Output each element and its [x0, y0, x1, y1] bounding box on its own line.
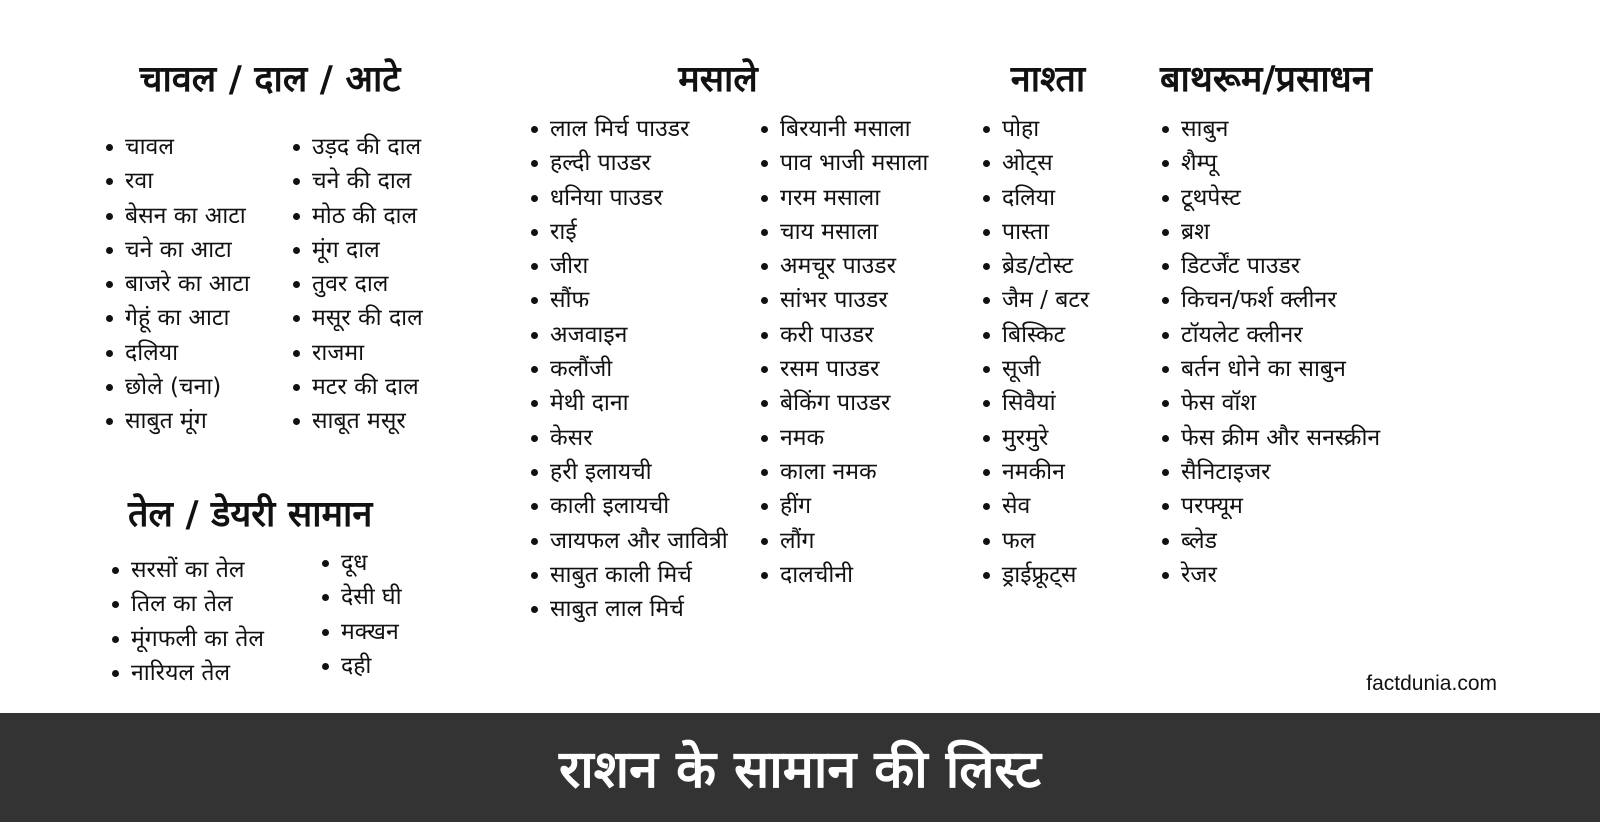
bullet-icon: [112, 601, 119, 608]
list-item-label: नमक: [780, 424, 825, 451]
bullet-icon: [1162, 400, 1169, 407]
list-item-label: मूंग दाल: [312, 236, 380, 263]
heading-bathroom: बाथरूम/प्रसाधन: [1160, 59, 1372, 100]
bullet-icon: [983, 469, 990, 476]
list-item-label: गरम मसाला: [780, 184, 881, 211]
list-item-label: चावल: [125, 134, 174, 160]
list-item-label: चने का आटा: [125, 236, 232, 263]
list-item-label: साबूत मसूर: [312, 408, 406, 435]
bullet-icon: [983, 366, 990, 373]
bullet-icon: [531, 606, 538, 613]
bullet-icon: [531, 469, 538, 476]
list-item: [1162, 524, 1380, 558]
list-item: [531, 386, 728, 420]
list-item: [322, 580, 402, 614]
list-item-label: मेथी दाना: [550, 390, 629, 417]
list-item: [531, 421, 728, 455]
list-item-label: जैम / बटर: [1002, 287, 1090, 314]
bullet-icon: [1162, 435, 1169, 442]
list-item-label: फल: [1002, 527, 1036, 554]
list-item: [983, 318, 1089, 352]
list-spices-col1: [531, 112, 728, 626]
list-item-label: सरसों का तेल: [131, 557, 245, 583]
list-oil: [112, 553, 264, 690]
list-item-label: कलौंजी: [550, 356, 613, 383]
bullet-icon: [106, 144, 113, 151]
bullet-icon: [322, 560, 329, 567]
list-item: [761, 558, 928, 592]
list-item: [106, 404, 250, 438]
bullet-icon: [531, 538, 538, 545]
list-item: [761, 386, 928, 420]
list-item-label: दूध: [341, 550, 368, 576]
footer-banner: [0, 713, 1600, 822]
list-item-label: साबुत मूंग: [125, 408, 207, 435]
list-item: [293, 336, 423, 370]
bullet-icon: [761, 469, 768, 476]
list-item: [531, 181, 728, 215]
list-item-label: मसूर की दाल: [312, 305, 423, 332]
list-item: [761, 421, 928, 455]
bullet-icon: [1162, 297, 1169, 304]
bullet-icon: [106, 213, 113, 220]
list-item-label: फेस वॉश: [1181, 390, 1256, 417]
bullet-icon: [112, 670, 119, 677]
bullet-icon: [106, 178, 113, 185]
bullet-icon: [983, 503, 990, 510]
bullet-icon: [293, 144, 300, 151]
bullet-icon: [761, 366, 768, 373]
list-item-label: करी पाउडर: [780, 321, 874, 348]
bullet-icon: [1162, 503, 1169, 510]
list-item: [1162, 386, 1380, 420]
bullet-icon: [531, 366, 538, 373]
list-dairy: [322, 546, 402, 683]
list-item: [1162, 352, 1380, 386]
bullet-icon: [761, 126, 768, 133]
list-item-label: दही: [341, 652, 372, 679]
bullet-icon: [293, 384, 300, 391]
list-item-label: हींग: [780, 493, 812, 520]
bullet-icon: [1162, 538, 1169, 545]
list-item-label: साबुन: [1181, 116, 1229, 142]
list-item: [1162, 455, 1380, 489]
list-item: [531, 455, 728, 489]
list-item-label: बेसन का आटा: [125, 202, 246, 229]
list-item: [983, 112, 1089, 146]
site-watermark: factdunia.com: [1366, 672, 1497, 695]
bullet-icon: [983, 435, 990, 442]
list-item-label: पास्ता: [1002, 218, 1050, 245]
list-item-label: डिटर्जेंट पाउडर: [1181, 253, 1301, 280]
list-item: [1162, 215, 1380, 249]
list-item-label: तिल का तेल: [131, 591, 233, 618]
list-item-label: चने की दाल: [312, 168, 412, 195]
list-item-label: ब्लेड: [1181, 527, 1217, 554]
list-item: [531, 249, 728, 283]
list-item: [112, 587, 264, 621]
bullet-icon: [761, 503, 768, 510]
list-item: [112, 553, 264, 587]
list-item: [293, 404, 423, 438]
list-item: [531, 558, 728, 592]
bullet-icon: [1162, 126, 1169, 133]
list-item: [761, 249, 928, 283]
list-item-label: मुरमुरे: [1002, 424, 1049, 451]
list-item: [531, 592, 728, 626]
bullet-icon: [293, 213, 300, 220]
list-item: [293, 164, 423, 198]
list-item-label: ड्राईफ्रूट्स: [1002, 561, 1077, 588]
list-item: [761, 146, 928, 180]
bullet-icon: [293, 247, 300, 254]
list-item: [531, 112, 728, 146]
bullet-icon: [106, 418, 113, 425]
page-title: राशन के सामान की लिस्ट: [559, 740, 1041, 800]
bullet-icon: [983, 400, 990, 407]
list-item-label: पाव भाजी मसाला: [780, 150, 929, 177]
bullet-icon: [983, 229, 990, 236]
list-item-label: दालचीनी: [780, 561, 854, 588]
bullet-icon: [761, 572, 768, 579]
list-item: [293, 233, 423, 267]
list-bathroom: [1162, 112, 1380, 592]
bullet-icon: [983, 263, 990, 270]
list-item-label: शैम्पू: [1181, 150, 1218, 177]
bullet-icon: [531, 332, 538, 339]
list-item-label: रसम पाउडर: [780, 356, 880, 383]
bullet-icon: [106, 315, 113, 322]
list-item: [293, 370, 423, 404]
bullet-icon: [531, 297, 538, 304]
list-item-label: बाजरे का आटा: [125, 271, 250, 298]
bullet-icon: [983, 572, 990, 579]
bullet-icon: [983, 160, 990, 167]
list-item: [531, 318, 728, 352]
bullet-icon: [322, 594, 329, 601]
heading-grains: चावल / दाल / आटे: [139, 59, 401, 100]
list-item: [983, 181, 1089, 215]
list-grains-col1: [106, 130, 250, 439]
bullet-icon: [761, 195, 768, 202]
list-item-label: सौंफ: [550, 287, 590, 314]
list-item: [1162, 283, 1380, 317]
bullet-icon: [761, 263, 768, 270]
list-item: [1162, 558, 1380, 592]
list-item: [983, 215, 1089, 249]
list-item-label: टॉयलेट क्लीनर: [1181, 321, 1303, 348]
bullet-icon: [531, 400, 538, 407]
bullet-icon: [983, 332, 990, 339]
list-item: [761, 455, 928, 489]
bullet-icon: [1162, 366, 1169, 373]
list-item-label: बिस्किट: [1002, 321, 1066, 348]
bullet-icon: [1162, 469, 1169, 476]
bullet-icon: [106, 350, 113, 357]
bullet-icon: [531, 503, 538, 510]
bullet-icon: [1162, 229, 1169, 236]
bullet-icon: [1162, 195, 1169, 202]
list-item-label: जीरा: [550, 253, 589, 280]
list-item-label: राई: [550, 218, 577, 245]
bullet-icon: [531, 435, 538, 442]
list-item-label: पोहा: [1002, 116, 1040, 142]
list-item: [1162, 249, 1380, 283]
bullet-icon: [106, 281, 113, 288]
list-item-label: दलिया: [1002, 184, 1056, 211]
list-item: [531, 146, 728, 180]
bullet-icon: [293, 350, 300, 357]
list-item-label: सिवैयां: [1002, 390, 1056, 417]
bullet-icon: [983, 538, 990, 545]
list-item: [322, 546, 402, 580]
bullet-icon: [531, 126, 538, 133]
list-item-label: छोले (चना): [125, 374, 222, 401]
bullet-icon: [531, 572, 538, 579]
list-item-label: केसर: [550, 424, 593, 451]
list-item: [293, 301, 423, 335]
list-item-label: नमकीन: [1002, 458, 1065, 485]
list-item-label: धनिया पाउडर: [550, 184, 663, 211]
bullet-icon: [112, 567, 119, 574]
list-item-label: देसी घी: [341, 584, 402, 611]
list-item-label: गेहूं का आटा: [125, 305, 230, 332]
bullet-icon: [531, 195, 538, 202]
list-item: [761, 489, 928, 523]
list-item-label: लाल मिर्च पाउडर: [550, 116, 690, 142]
list-item: [1162, 112, 1380, 146]
list-item-label: उड़द की दाल: [312, 134, 422, 160]
list-item: [983, 524, 1089, 558]
bullet-icon: [761, 229, 768, 236]
list-item-label: बिरयानी मसाला: [780, 116, 911, 142]
list-grains-col2: [293, 130, 423, 439]
list-item-label: लौंग: [780, 527, 815, 554]
list-item-label: मूंगफली का तेल: [131, 625, 264, 652]
list-item: [983, 558, 1089, 592]
list-item-label: किचन/फर्श क्लीनर: [1181, 287, 1337, 314]
list-item-label: ओट्स: [1002, 150, 1053, 177]
list-item-label: मोठ की दाल: [312, 202, 418, 229]
bullet-icon: [761, 538, 768, 545]
list-item-label: बर्तन धोने का साबुन: [1181, 356, 1346, 383]
list-item: [106, 199, 250, 233]
list-item: [761, 318, 928, 352]
list-item: [106, 336, 250, 370]
list-item: [761, 215, 928, 249]
bullet-icon: [1162, 572, 1169, 579]
list-item: [983, 489, 1089, 523]
list-item-label: दलिया: [125, 339, 179, 366]
list-item-label: साबुत लाल मिर्च: [550, 596, 684, 623]
list-item: [531, 489, 728, 523]
bullet-icon: [761, 297, 768, 304]
heading-oil-dairy: तेल / डेयरी सामान: [128, 494, 373, 535]
bullet-icon: [1162, 263, 1169, 270]
list-item-label: काला नमक: [780, 458, 877, 485]
list-item: [983, 421, 1089, 455]
list-item-label: सेव: [1002, 493, 1031, 520]
list-spices-col2: [761, 112, 928, 592]
list-item: [761, 181, 928, 215]
bullet-icon: [531, 263, 538, 270]
list-item: [106, 233, 250, 267]
list-item: [983, 386, 1089, 420]
list-item: [112, 622, 264, 656]
list-item-label: अमचूर पाउडर: [780, 253, 896, 280]
bullet-icon: [106, 247, 113, 254]
bullet-icon: [1162, 332, 1169, 339]
bullet-icon: [293, 315, 300, 322]
bullet-icon: [293, 178, 300, 185]
list-item: [531, 524, 728, 558]
bullet-icon: [1162, 160, 1169, 167]
bullet-icon: [112, 636, 119, 643]
bullet-icon: [322, 629, 329, 636]
list-item: [1162, 318, 1380, 352]
list-item-label: रेजर: [1181, 561, 1217, 588]
bullet-icon: [761, 332, 768, 339]
list-item-label: हरी इलायची: [550, 458, 652, 485]
list-item-label: सांभर पाउडर: [780, 287, 888, 314]
list-item-label: सूजी: [1002, 356, 1041, 383]
list-item: [293, 130, 423, 164]
list-item-label: रवा: [125, 168, 154, 195]
bullet-icon: [531, 229, 538, 236]
list-item: [983, 283, 1089, 317]
list-item-label: अजवाइन: [550, 321, 628, 348]
list-item: [106, 267, 250, 301]
list-item-label: परफ्यूम: [1181, 493, 1243, 520]
list-item-label: सैनिटाइजर: [1181, 458, 1271, 485]
list-item-label: चाय मसाला: [780, 218, 879, 245]
list-item: [106, 130, 250, 164]
bullet-icon: [293, 281, 300, 288]
list-item-label: हल्दी पाउडर: [550, 150, 651, 177]
list-item: [983, 352, 1089, 386]
list-breakfast: [983, 112, 1089, 592]
list-item: [531, 283, 728, 317]
bullet-icon: [983, 195, 990, 202]
list-item-label: ब्रश: [1181, 218, 1210, 245]
list-item: [322, 615, 402, 649]
list-item-label: साबुत काली मिर्च: [550, 561, 692, 588]
list-item-label: ब्रेड/टोस्ट: [1002, 253, 1074, 280]
list-item-label: नारियल तेल: [131, 659, 231, 686]
list-item: [531, 352, 728, 386]
bullet-icon: [983, 126, 990, 133]
list-item-label: तुवर दाल: [312, 271, 389, 298]
list-item-label: बेकिंग पाउडर: [780, 390, 891, 417]
list-item: [322, 649, 402, 683]
list-item-label: मक्खन: [341, 618, 399, 645]
list-item: [106, 164, 250, 198]
list-item: [106, 301, 250, 335]
list-item: [983, 249, 1089, 283]
list-item: [293, 267, 423, 301]
heading-breakfast: नाश्ता: [1010, 59, 1086, 100]
bullet-icon: [761, 160, 768, 167]
list-item: [106, 370, 250, 404]
list-item: [112, 656, 264, 690]
bullet-icon: [761, 435, 768, 442]
heading-spices: मसाले: [678, 59, 758, 100]
list-item: [1162, 181, 1380, 215]
list-item: [531, 215, 728, 249]
bullet-icon: [983, 297, 990, 304]
list-item: [1162, 489, 1380, 523]
bullet-icon: [531, 160, 538, 167]
list-item: [983, 455, 1089, 489]
list-item: [293, 199, 423, 233]
list-item: [983, 146, 1089, 180]
bullet-icon: [293, 418, 300, 425]
list-item-label: टूथपेस्ट: [1181, 184, 1241, 211]
bullet-icon: [761, 400, 768, 407]
bullet-icon: [106, 384, 113, 391]
list-item: [761, 112, 928, 146]
list-item-label: फेस क्रीम और सनस्क्रीन: [1181, 424, 1381, 451]
list-item: [1162, 421, 1380, 455]
list-item: [761, 352, 928, 386]
list-item-label: जायफल और जावित्री: [550, 527, 728, 554]
list-item: [761, 283, 928, 317]
list-item-label: काली इलायची: [550, 493, 670, 520]
list-item: [1162, 146, 1380, 180]
bullet-icon: [322, 663, 329, 670]
list-item: [761, 524, 928, 558]
list-item-label: राजमा: [312, 339, 365, 366]
list-item-label: मटर की दाल: [312, 374, 419, 401]
